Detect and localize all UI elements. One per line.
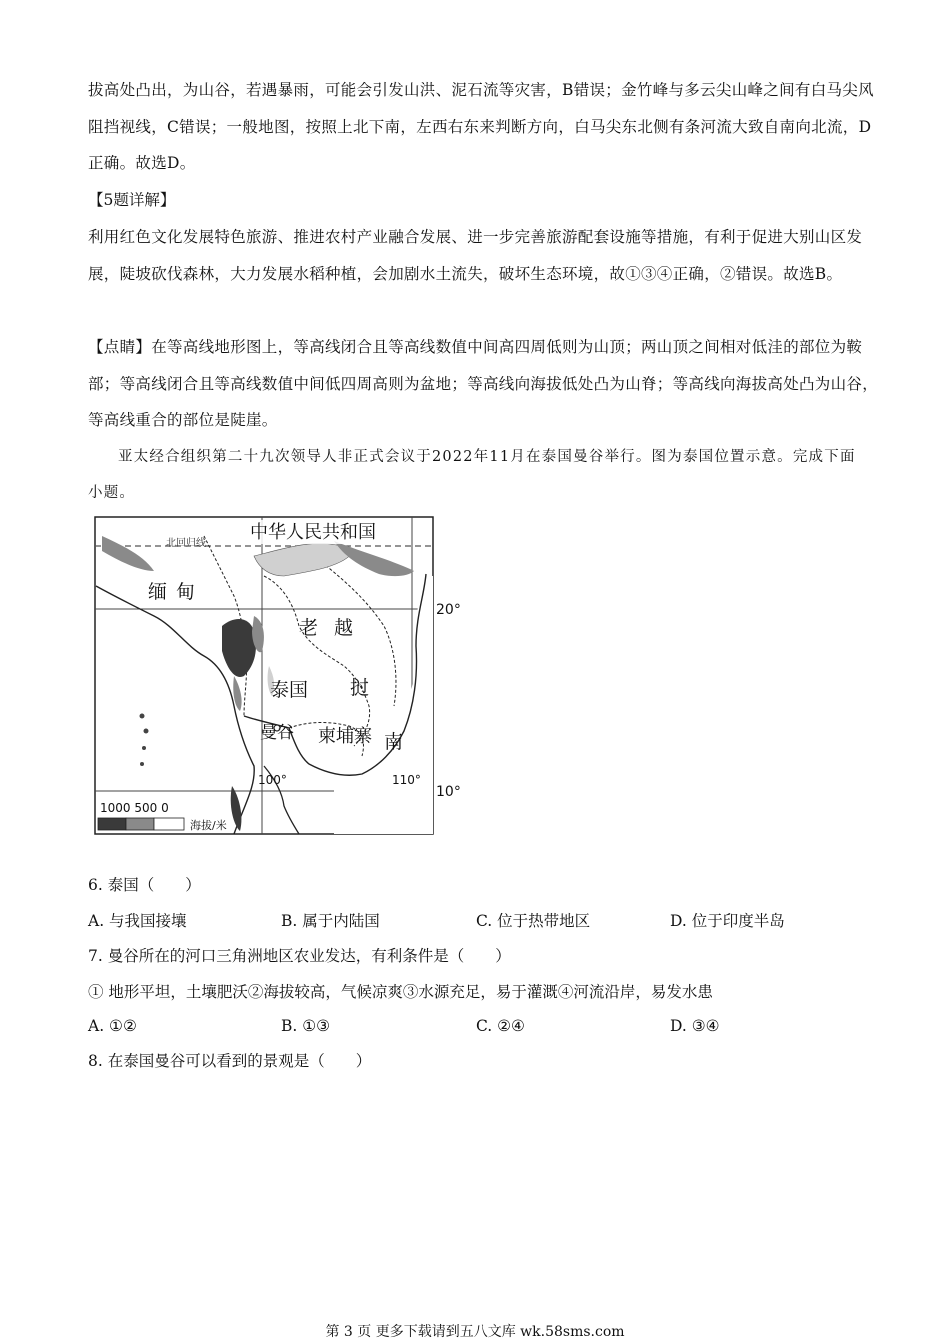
label-lat-10: 10° — [436, 784, 461, 800]
legend-swatch-mid — [126, 818, 154, 830]
label-laos: 老 — [299, 617, 319, 639]
option-c[interactable]: C. 位于热带地区 — [476, 912, 591, 930]
option-c[interactable]: C. ②④ — [476, 1017, 525, 1035]
label-myanmar-2: 甸 — [176, 581, 196, 603]
question-7-conditions: ① 地形平坦，土壤肥沃②海拔较高，气候凉爽③水源充足，易于灌溉④河流沿岸，易发水患 — [88, 983, 713, 1001]
label-tropic: 北回归线 — [166, 538, 206, 549]
question-5-heading: 【5题详解】 — [88, 191, 176, 209]
label-lon-100: 100° — [258, 773, 287, 787]
legend-values: 1000 500 0 — [100, 801, 169, 815]
question-8-stem: 8. 在泰国曼谷可以看到的景观是（ ） — [88, 1052, 372, 1070]
label-thailand: 泰国 — [270, 679, 309, 701]
explanation-paragraph-4: 拔高处凸出，为山谷，若遇暴雨，可能会引发山洪、泥石流等灾害，B错误；金竹峰与多云尖山峰之间有白马尖风阻挡视线，C错误；一般地图，按照上北下南，左西右东来判断方向，白马尖东北侧有条河流大致自南向北流，D正确。故选D。 — [88, 81, 874, 172]
question-7-stem: 7. 曼谷所在的河口三角洲地区农业发达，有利条件是（ ） — [88, 947, 511, 965]
option-d[interactable]: D. 位于印度半岛 — [670, 912, 785, 930]
thailand-location-map — [94, 516, 466, 836]
label-myanmar-1: 缅 — [148, 581, 168, 603]
question-group-intro: 亚太经合组织第二十九次领导人非正式会议于2022年11月在泰国曼谷举行。图为泰国位置示意。完成下面小题。 — [88, 449, 856, 501]
option-a[interactable]: A. 与我国接壤 — [88, 912, 187, 930]
legend-unit: 海拔/米 — [190, 819, 227, 832]
label-bangkok: 曼谷 — [260, 723, 294, 743]
label-lat-20: 20° — [436, 602, 461, 618]
option-a[interactable]: A. ①② — [88, 1017, 137, 1035]
label-china: 中华人民共和国 — [250, 522, 376, 543]
legend-swatch-low — [154, 818, 184, 830]
question-6-options — [88, 909, 888, 933]
option-b[interactable]: B. 属于内陆国 — [281, 912, 380, 930]
page-footer: 第 3 页 更多下载请到五八文库 wk.58sms.com — [325, 1324, 625, 1340]
question-6-stem: 6. 泰国（ ） — [88, 876, 201, 894]
label-cambodia: 柬埔寨 — [318, 726, 372, 747]
question-7-options — [88, 1014, 888, 1038]
legend-swatch-high — [98, 818, 126, 830]
explanation-paragraph-5: 利用红色文化发展特色旅游、推进农村产业融合发展、进一步完善旅游配套设施等措施，有利于促进大别山区发展，陡坡砍伐森林，大力发展水稻种植，会加剧水土流失，破坏生态环境，故①③④正确，②错误。故选B。 — [88, 228, 863, 283]
option-b[interactable]: B. ①③ — [281, 1017, 331, 1035]
tip-paragraph: 【点睛】在等高线地形图上，等高线闭合且等高线数值中间高四周低则为山顶；两山顶之间相对低洼的部位为鞍部；等高线闭合且等高线数值中间低四周高则为盆地；等高线向海拔低处凸为山脊；等高线向海拔高处凸为山谷，等高线重合的部位是陡崖。 — [88, 338, 879, 429]
label-vietnam-1: 越 — [334, 617, 354, 639]
option-d[interactable]: D. ③④ — [670, 1017, 720, 1035]
label-vietnam-2: 挝 — [350, 677, 370, 699]
label-vietnam-3: 南 — [384, 731, 404, 753]
label-lon-110: 110° — [392, 773, 421, 787]
